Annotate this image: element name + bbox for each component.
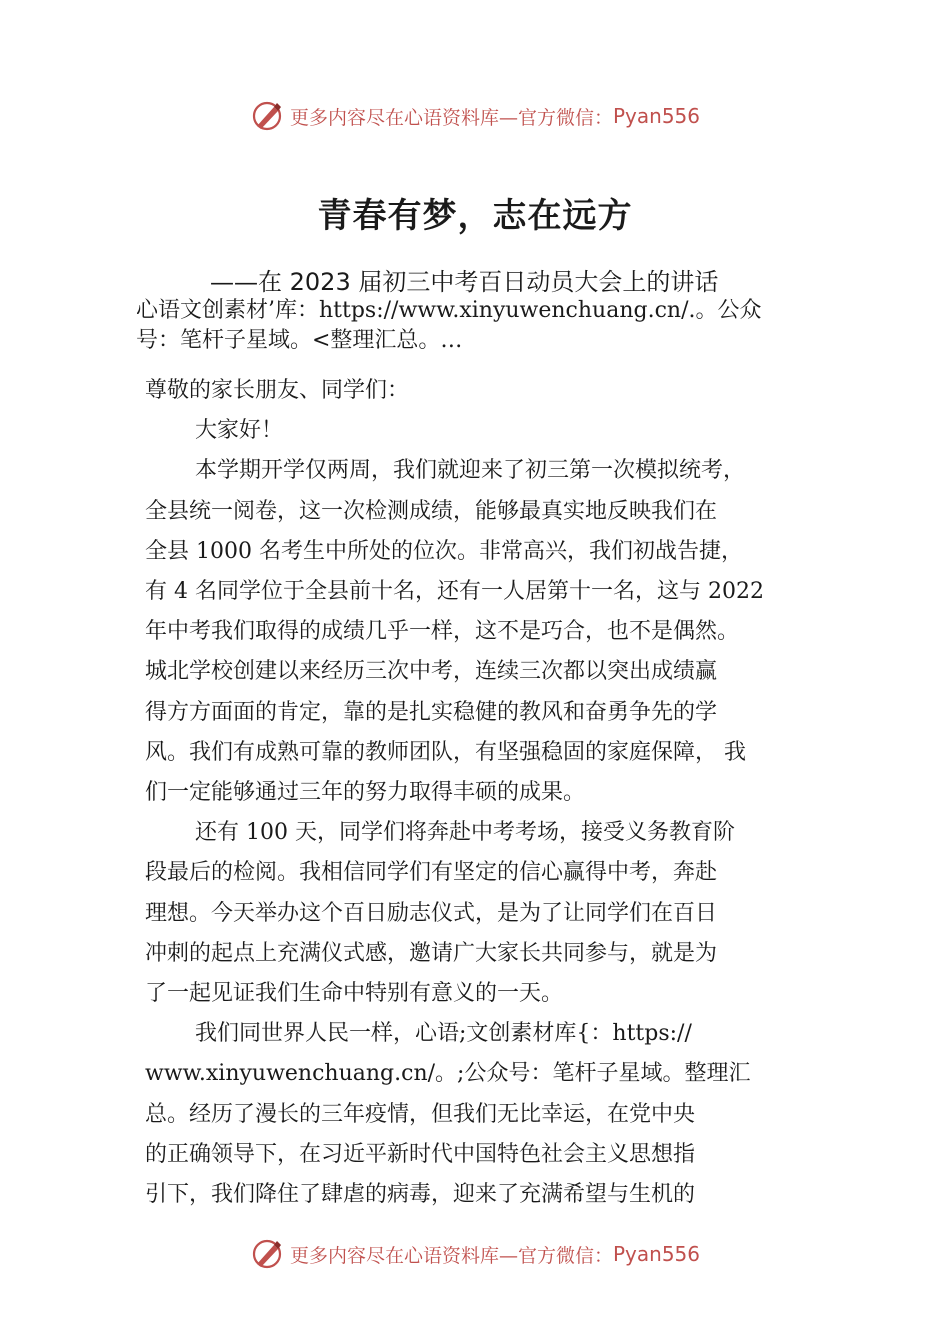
body-line: 冲刺的起点上充满仪式感，邀请广大家长共同参与，就是为 [145, 940, 718, 966]
body-line: 全县统一阅卷，这一次检测成绩，能够最真实地反映我们在 [145, 498, 718, 524]
salutation: 尊敬的家长朋友、同学们： [145, 378, 410, 403]
body-line: 有 4 名同学位于全县前十名，还有一人居第十一名，这与 2022 [145, 579, 764, 605]
body-line: 总。经历了漫长的三年疫情，但我们无比幸运，在党中央 [145, 1101, 696, 1127]
banner-wechat-id: Pyan556 [613, 104, 701, 128]
subtitle-suffix: 届初三中考百日动员大会上的讲话 [358, 268, 719, 296]
banner-wechat-id: Pyan556 [613, 1242, 701, 1266]
body-line: 风。我们有成熟可靠的教师团队，有坚强稳固的家庭保障， 我 [145, 739, 746, 765]
pen-logo-icon [250, 1237, 284, 1271]
document-title: 青春有梦，志在远方 [317, 196, 633, 236]
source-note [136, 296, 826, 356]
body-line: 年中考我们取得的成绩几乎一样，这不是巧合，也不是偶然。 [145, 619, 740, 645]
banner-text: 更多内容尽在心语资料库—官方微信： [289, 106, 613, 129]
body-line: www.xinyuwenchuang.cn/。;公众号：笔杆子星域。整理汇 [145, 1061, 751, 1087]
body-line: 我们同世界人民一样，心语;文创素材库{：https:// [195, 1021, 692, 1047]
body-line: 的正确领导下，在习近平新时代中国特色社会主义思想指 [145, 1141, 696, 1167]
body-line: 理想。今天举办这个百日励志仪式，是为了让同学们在百日 [145, 900, 718, 926]
body-line: 们一定能够通过三年的努力取得丰硕的成果。 [145, 780, 586, 806]
body-line: 城北学校创建以来经历三次中考，连续三次都以突出成绩赢 [145, 659, 718, 685]
banner-text: 更多内容尽在心语资料库—官方微信： [289, 1244, 613, 1267]
document-subtitle [210, 262, 718, 297]
greeting: 大家好！ [195, 418, 284, 444]
subtitle-year: 2023 [289, 268, 351, 296]
body-line: 得方方面面的肯定，靠的是扎实稳健的教风和奋勇争先的学 [145, 699, 718, 725]
header-banner [0, 96, 950, 136]
body-line: 还有 100 天，同学们将奔赴中考考场，接受义务教育阶 [195, 820, 735, 846]
source-line: 号：笔杆子星域。<整理汇总。… [136, 328, 463, 353]
body-line: 引下，我们降住了肆虐的病毒，迎来了充满希望与生机的 [145, 1182, 696, 1208]
footer-banner [0, 1234, 950, 1274]
body-line: 本学期开学仅两周，我们就迎来了初三第一次模拟统考， [195, 458, 746, 484]
body-line: 全县 1000 名考生中所处的位次。非常高兴，我们初战告捷， [145, 538, 743, 564]
subtitle-prefix: ——在 [210, 268, 282, 296]
body-line: 段最后的检阅。我相信同学们有坚定的信心赢得中考，奔赴 [145, 860, 718, 886]
pen-logo-icon [250, 99, 284, 133]
speech-body [145, 371, 813, 1215]
body-line: 了一起见证我们生命中特别有意义的一天。 [145, 981, 564, 1007]
source-line: 心语文创素材’库：https://www.xinyuwenchuang.cn/.。公众 [136, 298, 762, 323]
